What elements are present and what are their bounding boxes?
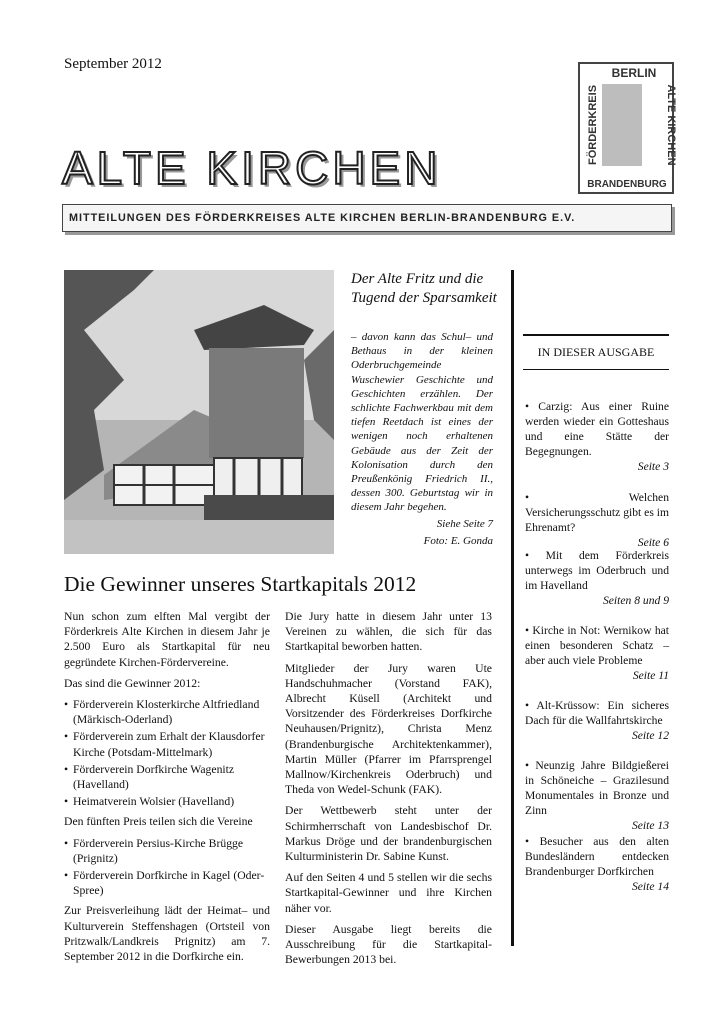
article-paragraph: Auf den Seiten 4 und 5 stellen wir die sechs Startkapital-Gewinner und ihre Kirchen näher vor. [285, 871, 492, 915]
winners-intro: Das sind die Gewinner 2012: [64, 676, 201, 690]
caption-see-page: Siehe Seite 7 [436, 518, 493, 530]
logo-text-top: BERLIN [611, 66, 657, 80]
sidebar-item-text: • Carzig: Aus einer Ruine werden wieder ein Gotteshaus und eine Stätte der Begegnungen. [525, 400, 669, 458]
sidebar-rule-top [523, 334, 669, 336]
list-item: • Förderverein Dorfkirche in Kagel (Oder-Spree) [64, 868, 270, 898]
sidebar-item [525, 758, 669, 833]
article-headline: Die Gewinner unseres Startkapitals 2012 [64, 572, 417, 596]
sidebar-item-page: Seite 11 [632, 669, 669, 682]
sidebar-item-page: Seiten 8 und 9 [602, 594, 669, 607]
sidebar-item-text: • Welchen Versicherungsschutz gibt es im Ehrenamt? [525, 491, 669, 534]
article-column-2 [285, 609, 492, 973]
sidebar-item-page: Seite 14 [631, 880, 669, 893]
fifth-prize-list [64, 836, 270, 899]
sidebar-item-text: • Besucher aus den alten Bundesländern entdecken Brandenburger Dorfkirchen [525, 835, 669, 878]
caption-title: Der Alte Fritz und die Tugend der Sparsamkeit [351, 271, 497, 306]
list-item: • Förderverein Dorfkirche Wagenitz (Havelland) [64, 762, 270, 792]
masthead-subtitle: MITTEILUNGEN DES FÖRDERKREISES ALTE KIRCHEN BERLIN-BRANDENBURG E.V. [69, 212, 576, 224]
sidebar-item-page: Seite 13 [631, 819, 669, 832]
logo-text-left: FÖRDERKREIS [587, 84, 599, 166]
church-logo-icon [602, 84, 642, 166]
column-divider [511, 270, 514, 946]
sidebar-item-page: Seite 6 [637, 536, 669, 549]
article-paragraph: Die Jury hatte in diesem Jahr unter 13 Vereinen zu wählen, die sich für das Startkapital beworben hatten. [285, 610, 492, 654]
article-paragraph: Mitglieder der Jury waren Ute Handschuhmacher (Vorstand FAK), Albrecht Küsell (Architekt und Vorsitzender des Förderkreises Dorfkirche Neuhausen/Prignitz), Christa Menz (Brandenburgische Architektenkammer), Martin Müller (Pfarrer im Pfarrsprengel Mallnow/Kirchenkreis Oderbruch) und Theda von Wedel-Schunk (FAK). [285, 661, 492, 797]
article-paragraph: Der Wettbewerb steht unter der Schirmherrschaft von Landesbischof Dr. Markus Dröge und der brandenburgischen Kulturministerin Dr. Sabine Kunst. [285, 804, 492, 864]
sidebar-item [525, 548, 669, 608]
logo [578, 62, 677, 194]
list-item: • Heimatverein Wolsier (Havelland) [64, 794, 270, 809]
caption-body: – davon kann das Schul– und Bethaus in der kleinen Oderbruchgemeinde Wuschewier Geschichte und Geschichten erzählen. Der schlichte Fachwerkbau mit dem tiefen Reetdach ist eines der wenigen noch erhaltenen Gebäude aus der Zeit der Kolonisation durch den Preußenkönig Friedrich II., dessen 300. Geburtstag wir in diesem Jahr begehen. [351, 331, 493, 514]
sidebar-item [525, 623, 669, 683]
masthead-title: ALTE KIRCHEN [62, 142, 442, 194]
article-paragraph: Dieser Ausgabe liegt bereits die Ausschreibung für die Startkapital-Bewerbungen 2013 bei. [285, 922, 492, 967]
article-column-1 [64, 609, 270, 970]
sidebar-item-text: • Alt-Krüssow: Ein sicheres Dach für die Wallfahrtskirche [525, 699, 669, 727]
list-item: • Förderverein zum Erhalt der Klausdorfer Kirche (Potsdam-Mittelmark) [64, 729, 270, 759]
sidebar-heading: IN DIESER AUSGABE [537, 345, 655, 359]
sidebar-item [525, 834, 669, 894]
sidebar-item-text: • Neunzig Jahre Bildgießerei in Schöneiche – Grazilesund Monumentales in Bronze und Zinn [525, 759, 669, 817]
list-item: • Förderverein Persius-Kirche Brügge (Prignitz) [64, 836, 270, 866]
masthead-subtitle-bar [62, 204, 672, 232]
church-photo [64, 270, 334, 554]
sidebar-item [525, 698, 669, 743]
logo-text-right: ALTE KIRCHEN [665, 84, 677, 166]
church-photo-icon [64, 270, 334, 554]
fifth-prize-intro: Den fünften Preis teilen sich die Vereine [64, 815, 253, 829]
sidebar-item-page: Seite 3 [637, 460, 669, 473]
sidebar-item [525, 399, 669, 474]
logo-text-bottom: BRANDENBURG [587, 179, 667, 190]
sidebar-item [525, 490, 669, 550]
article-closing: Zur Preisverleihung lädt der Heimat– und Kulturverein Steffenshagen (Ortsteil von Pritzwalk/Landkreis Prignitz) am 7. September 2012 in die Dorfkirche ein. [64, 904, 270, 964]
sidebar-item-page: Seite 12 [631, 729, 669, 742]
sidebar-item-text: • Kirche in Not: Wernikow hat einen besonderen Schatz – aber auch viele Probleme [525, 624, 669, 667]
sidebar-item-text: • Mit dem Förderkreis unterwegs im Oderbruch und im Havelland [525, 549, 669, 592]
issue-date: September 2012 [64, 56, 162, 72]
sidebar-rule-bottom [523, 369, 669, 370]
list-item: • Förderverein Klosterkirche Altfriedland (Märkisch-Oderland) [64, 697, 270, 727]
photo-credit: Foto: E. Gonda [423, 535, 493, 547]
article-intro: Nun schon zum elften Mal vergibt der Förderkreis Alte Kirchen in diesem Jahr je 2.500 Euro als Startkapital für neu gegründete Kirchen-Fördervereine. [64, 610, 270, 669]
winners-list [64, 697, 270, 809]
